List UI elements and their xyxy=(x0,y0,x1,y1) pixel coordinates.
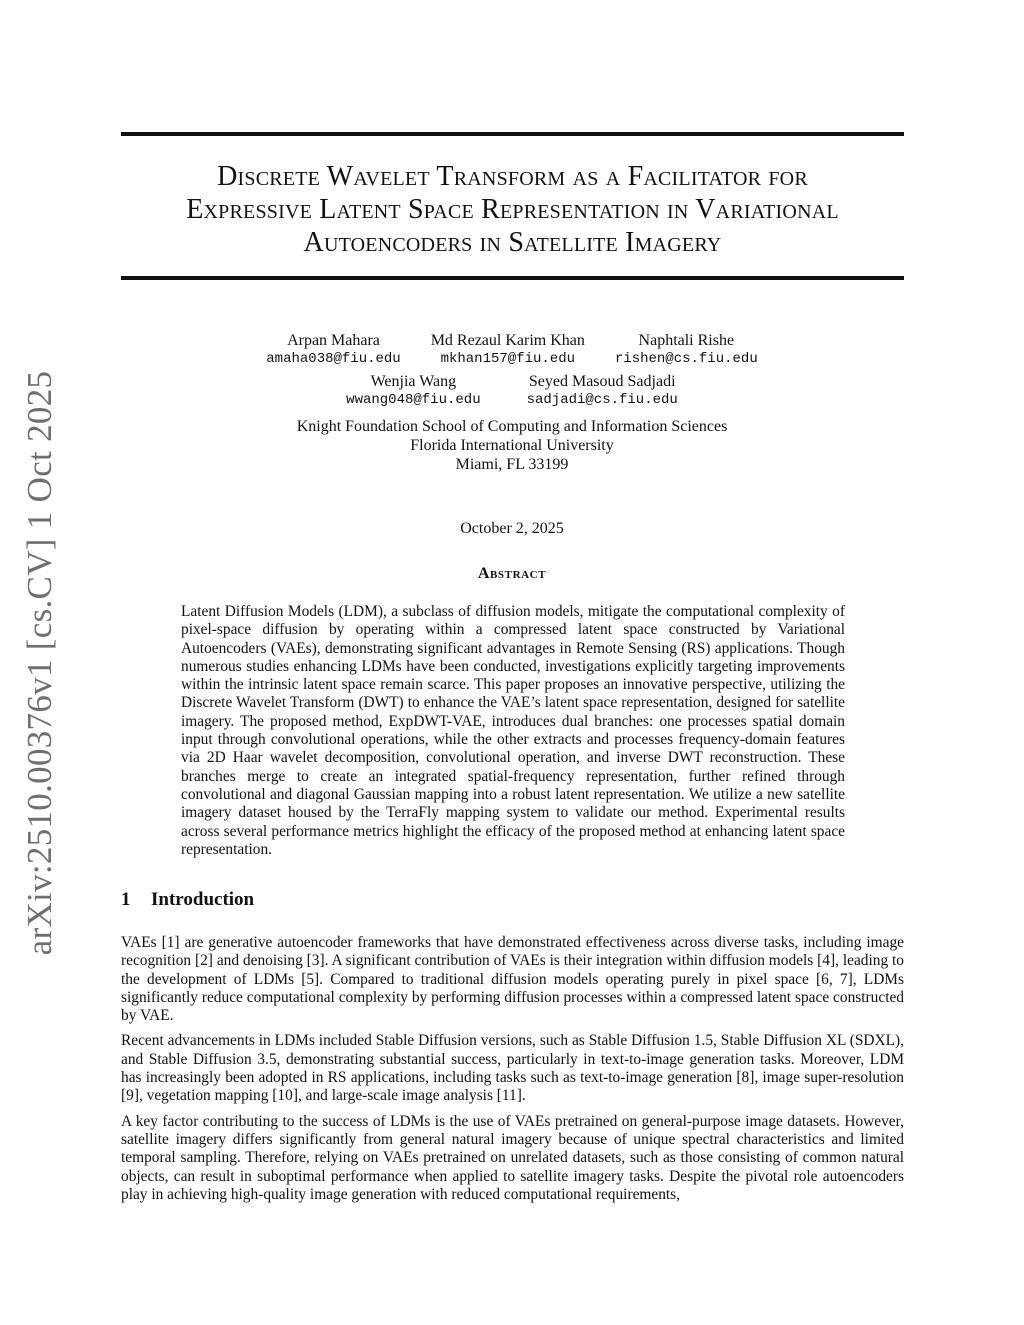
affiliation xyxy=(0,417,1024,474)
author-name: Md Rezaul Karim Khan xyxy=(430,332,585,349)
author-name: Arpan Mahara xyxy=(287,332,380,349)
affiliation-line: Miami, FL 33199 xyxy=(455,456,569,473)
abstract-text: Latent Diffusion Models (LDM), a subclass of diffusion models, mitigate the computational complexity of pixel-space diffusion by operating within a compressed latent space constructed by Variational Autoencoders (VAEs), demonstrating significant advantages in Remote Sensing (RS) applications. Though numerous studies enhancing LDMs have been conducted, investigations explicitly targeting improvements within the intrinsic latent space remain scarce. This paper proposes an innovative perspective, utilizing the Discrete Wavelet Transform (DWT) to enhance the VAE’s latent space representation, designed for satellite imagery. The proposed method, ExpDWT-VAE, introduces dual branches: one processes spatial domain input through convolutional operations, while the other extracts and processes frequency-domain features via 2D Haar wavelet decomposition, convolutional operation, and inverse DWT reconstruction. These branches merge to create an integrated spatial-frequency representation, further refined through convolutional and diagonal Gaussian mapping into a robust latent representation. We utilize a new satellite imagery dataset housed by the TerraFly mapping system to validate our method. Experimental results across several performance metrics highlight the efficacy of the proposed method at enhancing latent space representation. xyxy=(181,603,845,858)
arxiv-stamp-text: arXiv:2510.00376v1 [cs.CV] 1 Oct 2025 xyxy=(20,370,59,956)
affiliation-line: Knight Foundation School of Computing and Information Sciences xyxy=(296,418,728,435)
author xyxy=(346,372,480,410)
author-name: Seyed Masoud Sadjadi xyxy=(528,373,676,390)
date: October 2, 2025 xyxy=(460,520,564,537)
author xyxy=(527,372,678,410)
author-row-2 xyxy=(0,372,1024,410)
title-top-rule xyxy=(121,132,904,136)
author-email[interactable]: rishen@cs.fiu.edu xyxy=(614,351,758,367)
title-bottom-rule xyxy=(121,276,904,280)
author xyxy=(266,331,400,369)
author xyxy=(431,331,585,369)
section-heading xyxy=(121,889,254,911)
author-row-1 xyxy=(0,331,1024,369)
abstract-heading: Abstract xyxy=(477,565,547,582)
author xyxy=(615,331,758,369)
title-line: Autoencoders in Satellite Imagery xyxy=(303,227,722,258)
section-number: 1 xyxy=(121,889,131,910)
title-line: Discrete Wavelet Transform as a Facilitator for xyxy=(217,161,808,192)
paragraph: VAEs [1] are generative autoencoder frameworks that have demonstrated effectiveness across diverse tasks, including image recognition [2] and denoising [3]. A significant contribution of VAEs is their integration within diffusion models [4], leading to the development of LDMs [5]. Compared to traditional diffusion models operating purely in pixel space [6, 7], LDMs significantly reduce computational complexity by performing diffusion processes within a compressed latent space constructed by VAE. xyxy=(121,934,904,1025)
author-email[interactable]: wwang048@fiu.edu xyxy=(346,392,481,408)
author-name: Naphtali Rishe xyxy=(638,332,735,349)
paper-title xyxy=(121,160,904,259)
title-line: Expressive Latent Space Representation in Variational xyxy=(186,194,839,225)
author-name: Wenjia Wang xyxy=(370,373,457,390)
body-text xyxy=(121,934,904,1211)
paragraph: A key factor contributing to the success of LDMs is the use of VAEs pretrained on general-purpose image datasets. However, satellite imagery differs significantly from general natural imagery because of unique spectral characteristics and limited temporal sampling. Therefore, relying on VAEs pretrained on unrelated datasets, such as those consisting of common natural objects, can result in suboptimal performance when applied to satellite imagery tasks. Despite the pivotal role autoencoders play in achieving high-quality image generation with reduced computational requirements, xyxy=(121,1112,904,1203)
affiliation-line: Florida International University xyxy=(410,437,614,454)
author-email[interactable]: amaha038@fiu.edu xyxy=(266,351,401,367)
author-email[interactable]: mkhan157@fiu.edu xyxy=(440,351,575,367)
paragraph: Recent advancements in LDMs included Stable Diffusion versions, such as Stable Diffusion 1.5, Stable Diffusion XL (SDXL), and Stable Diffusion 3.5, demonstrating substantial success, particularly in text-to-image generation tasks. Moreover, LDM has increasingly been adopted in RS applications, including tasks such as text-to-image generation [8], image super-resolution [9], vegetation mapping [10], and large-scale image analysis [11]. xyxy=(121,1032,904,1105)
author-email[interactable]: sadjadi@cs.fiu.edu xyxy=(526,392,678,408)
section-title: Introduction xyxy=(151,889,255,910)
